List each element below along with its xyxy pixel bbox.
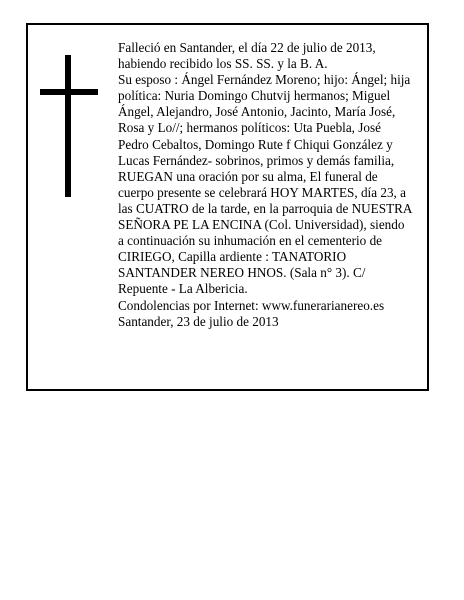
cross-icon	[40, 55, 98, 197]
obituary-line: Su esposo : Ángel Fernández Moreno; hijo: Ángel; hija	[118, 72, 411, 88]
obituary-line: las CUATRO de la tarde, en la parroquia de NUESTRA	[118, 200, 413, 216]
obituary-line: habiendo recibido los SS. SS. y la B. A.	[118, 56, 328, 72]
obituary-line: RUEGAN una oración por su alma, El funeral de	[118, 168, 378, 184]
obituary-notice	[26, 23, 429, 391]
obituary-line: Rosa y Lo//; hermanos políticos: Uta Puebla, José	[118, 120, 381, 136]
obituary-line: cuerpo presente se celebrará HOY MARTES, día 23, a	[118, 184, 407, 200]
obituary-line: a continuación su inhumación en el cementerio de	[118, 233, 383, 249]
obituary-line: SEÑORA PE LA ENCINA (Col. Universidad), siendo	[118, 217, 405, 233]
cross-vertical-bar	[65, 55, 71, 197]
obituary-line: SANTANDER NEREO HNOS. (Sala n° 3). C/	[118, 265, 366, 281]
obituary-line: Falleció en Santander, el día 22 de julio de 2013,	[118, 40, 376, 55]
obituary-line: Ángel, Alejandro, José Antonio, Jacinto, María José,	[118, 104, 396, 120]
obituary-line: Pedro Cebaltos, Domingo Rute f Chiqui González y	[118, 136, 393, 152]
obituary-line: política: Nuria Domingo Chutvij hermanos; Miguel	[118, 88, 391, 104]
cross-horizontal-bar	[40, 89, 98, 95]
place-date-line: Santander, 23 de julio de 2013	[118, 313, 279, 329]
obituary-line: Lucas Fernández- sobrinos, primos y demás familia,	[118, 152, 395, 168]
obituary-line: Repuente - La Albericia.	[118, 281, 248, 297]
obituary-line: CIRIEGO, Capilla ardiente : TANATORIO	[118, 249, 347, 265]
obituary-text	[118, 40, 428, 330]
condolences-line: Condolencias por Internet: www.funerarianereo.es	[118, 297, 385, 313]
